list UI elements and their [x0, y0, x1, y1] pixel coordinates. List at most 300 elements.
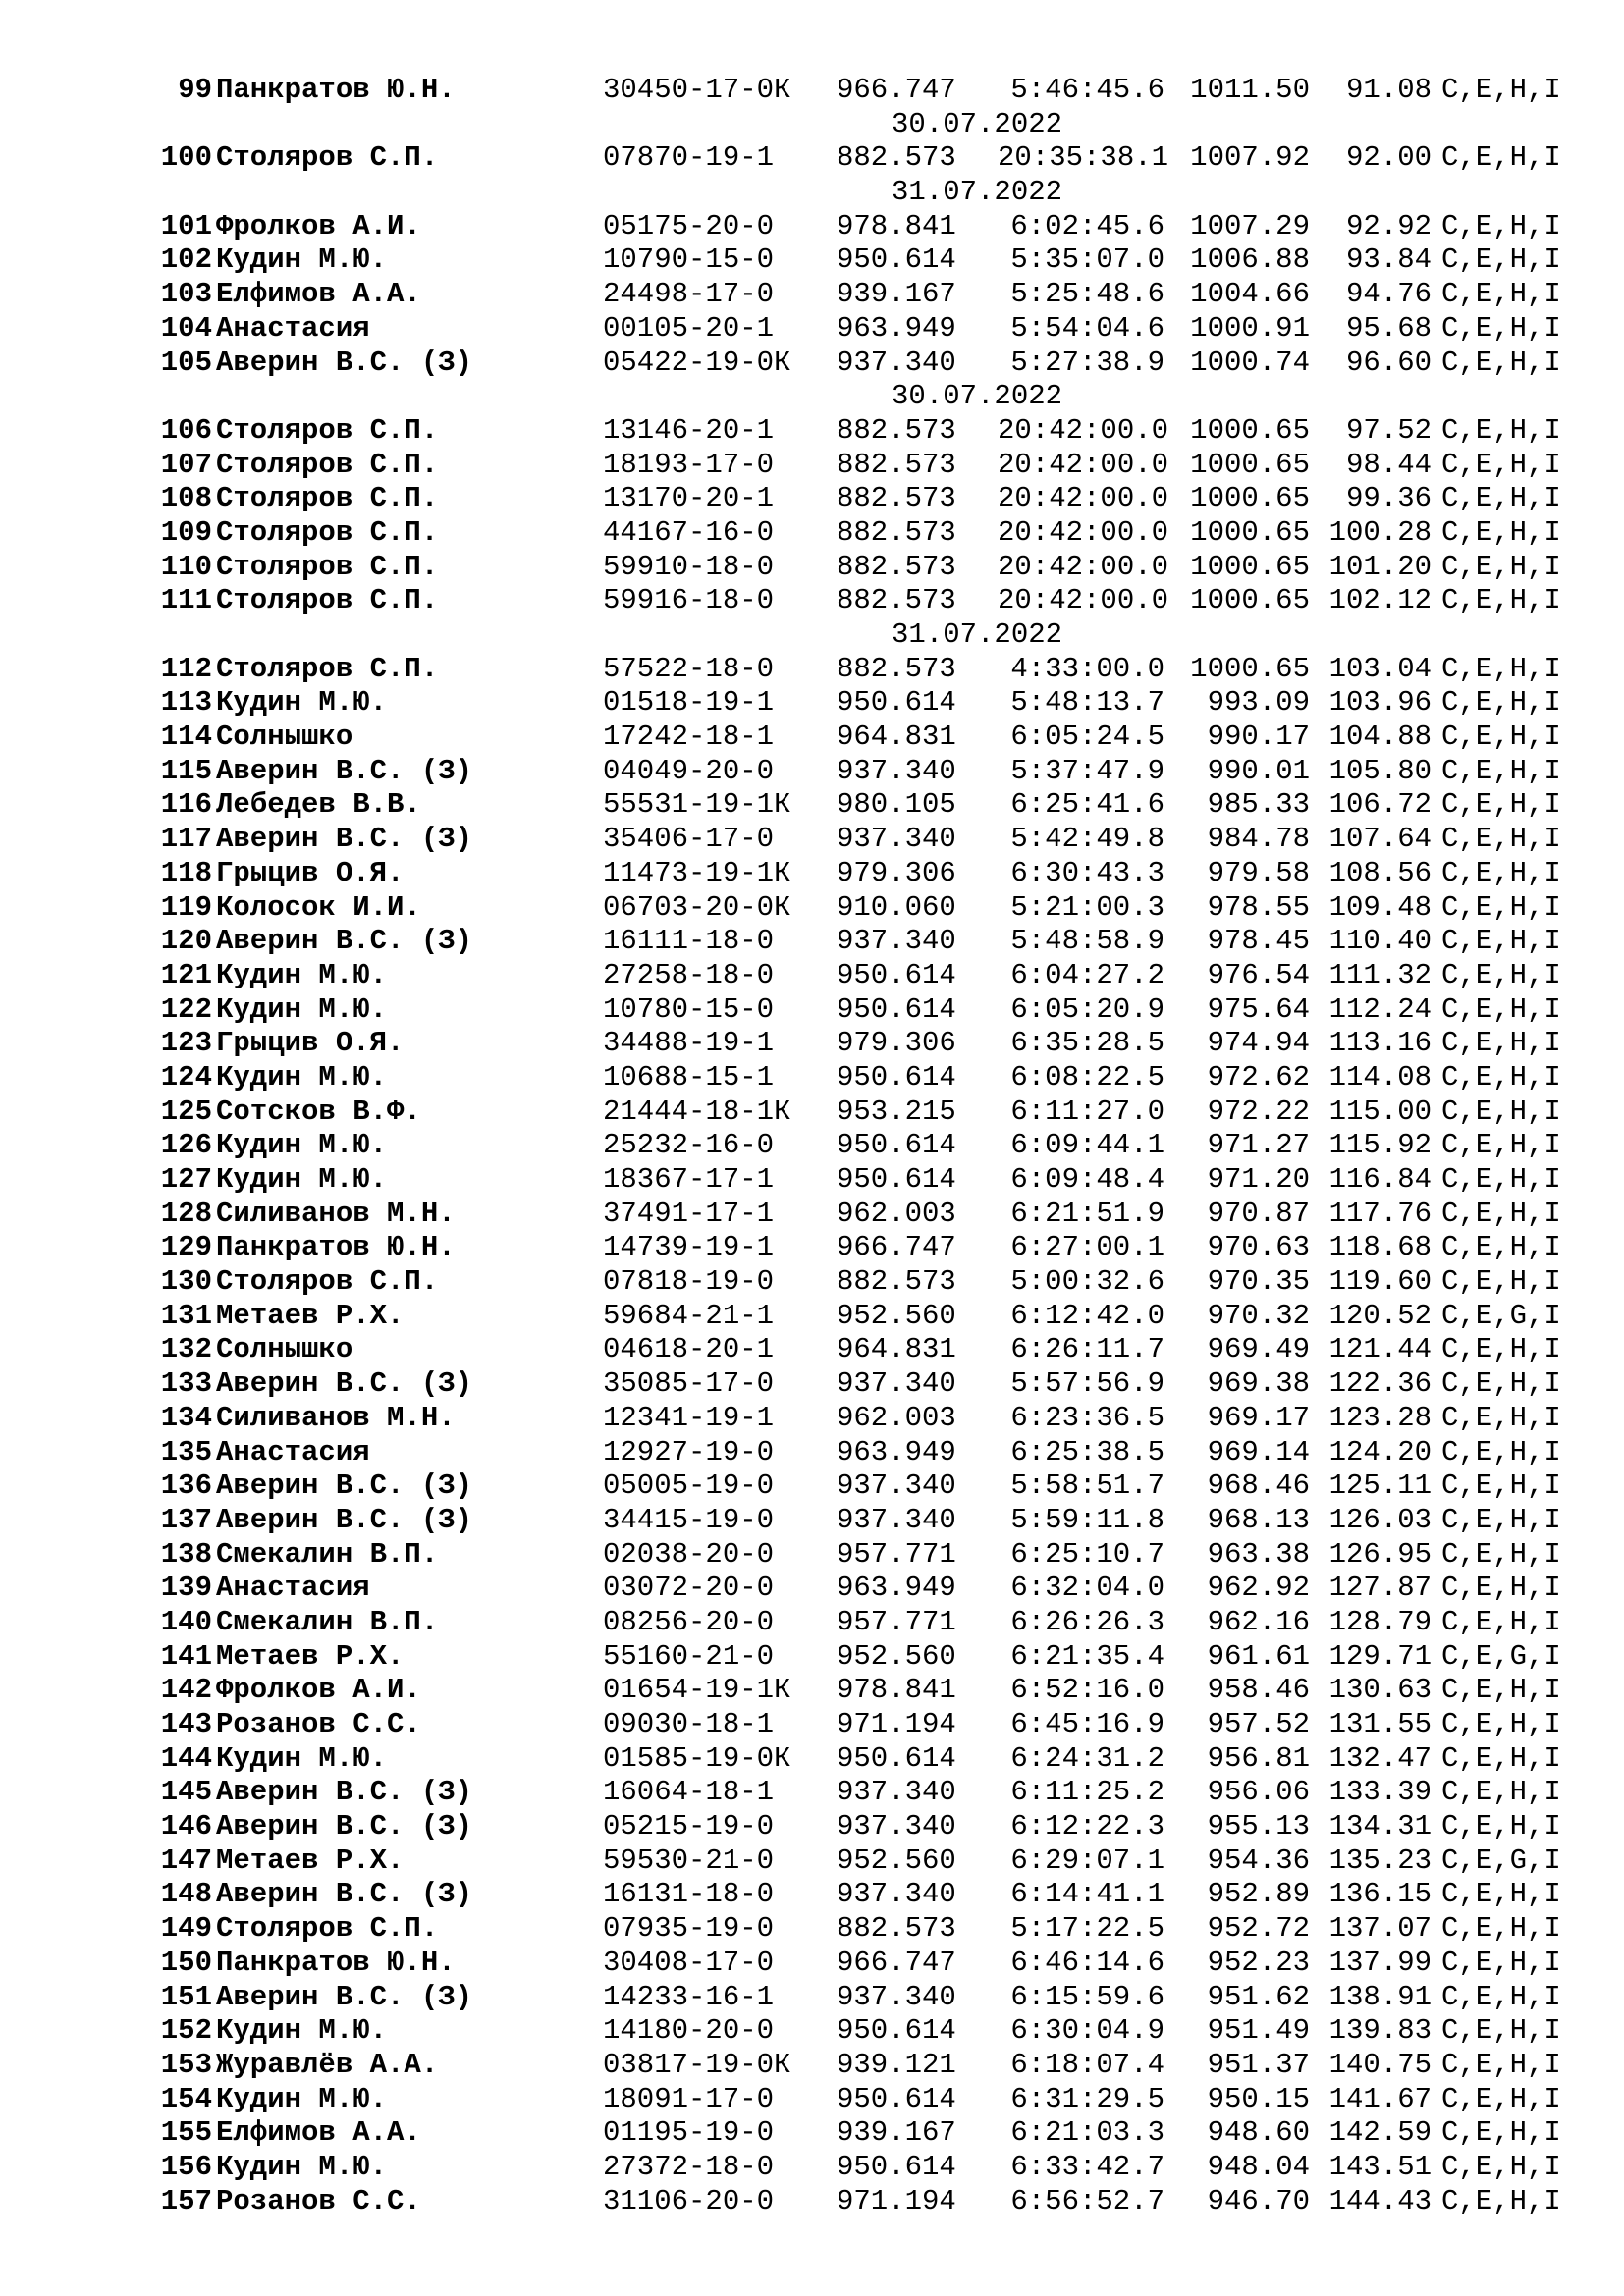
- fancier-name: Аверин В.С. (З): [216, 1503, 473, 1536]
- fancier-name: Кудин М.Ю.: [216, 2082, 388, 2115]
- table-row: [0, 1674, 1624, 1708]
- speed: 946.70: [1207, 2184, 1310, 2217]
- arrival-time: 5:17:22.5: [1010, 1912, 1164, 1946]
- position-number: 124: [160, 1060, 212, 1094]
- fancier-name: Столяров С.П.: [216, 141, 439, 175]
- table-row: [0, 1878, 1624, 1912]
- points: 120.52: [1328, 1299, 1432, 1332]
- position-number: 147: [160, 1843, 212, 1877]
- points: 111.32: [1328, 958, 1432, 991]
- table-row: [0, 686, 1624, 721]
- position-number: 109: [160, 515, 212, 549]
- points: 108.56: [1328, 856, 1432, 889]
- categories: C,E,H,I: [1441, 1095, 1561, 1128]
- ring-number: 14739-19-1: [603, 1231, 775, 1264]
- speed: 951.62: [1207, 1980, 1310, 2013]
- table-row: [0, 482, 1624, 516]
- categories: C,E,H,I: [1441, 346, 1561, 379]
- distance: 882.573: [837, 141, 956, 175]
- position-number: 122: [160, 992, 212, 1026]
- fancier-name: Метаев Р.Х.: [216, 1639, 405, 1673]
- position-number: 99: [178, 74, 212, 106]
- arrival-time: 6:23:36.5: [1010, 1401, 1164, 1434]
- arrival-time: 6:25:41.6: [1010, 788, 1164, 822]
- table-row: [0, 823, 1624, 857]
- speed: 970.63: [1207, 1231, 1310, 1264]
- fancier-name: Кудин М.Ю.: [216, 992, 388, 1026]
- speed: 1007.29: [1190, 209, 1310, 242]
- table-row: [0, 141, 1624, 176]
- arrival-time: 6:26:26.3: [1010, 1605, 1164, 1638]
- arrival-time: 20:42:00.0: [998, 550, 1169, 583]
- distance: 882.573: [837, 584, 956, 617]
- distance: 957.771: [837, 1605, 956, 1638]
- ring-number: 57522-18-0: [603, 652, 775, 685]
- speed: 1000.65: [1190, 482, 1310, 515]
- fancier-name: Столяров С.П.: [216, 1265, 439, 1299]
- speed: 952.89: [1207, 1878, 1310, 1911]
- position-number: 117: [160, 823, 212, 856]
- fancier-name: Столяров С.П.: [216, 413, 439, 447]
- ring-number: 25232-16-0: [603, 1129, 775, 1162]
- fancier-name: Столяров С.П.: [216, 652, 439, 685]
- speed: 979.58: [1207, 856, 1310, 889]
- distance: 939.121: [837, 2048, 956, 2081]
- fancier-name: Елфимов А.А.: [216, 2116, 421, 2150]
- table-row: [0, 2014, 1624, 2049]
- position-number: 101: [160, 209, 212, 242]
- points: 136.15: [1328, 1878, 1432, 1911]
- position-number: 156: [160, 2150, 212, 2183]
- arrival-time: 6:52:16.0: [1010, 1674, 1164, 1707]
- distance: 937.340: [837, 754, 956, 787]
- table-row: [0, 414, 1624, 449]
- speed: 971.20: [1207, 1163, 1310, 1196]
- categories: C,E,H,I: [1441, 1129, 1561, 1162]
- results-table: [0, 74, 1624, 2218]
- fancier-name: Аверин В.С. (З): [216, 823, 473, 856]
- position-number: 139: [160, 1572, 212, 1605]
- points: 100.28: [1328, 515, 1432, 549]
- table-row: [0, 1947, 1624, 1981]
- points: 115.00: [1328, 1095, 1432, 1128]
- ring-number: 59684-21-1: [603, 1299, 775, 1332]
- fancier-name: Силиванов М.Н.: [216, 1197, 456, 1230]
- ring-number: 59530-21-0: [603, 1843, 775, 1877]
- position-number: 104: [160, 311, 212, 345]
- fancier-name: Столяров С.П.: [216, 482, 439, 515]
- speed: 956.81: [1207, 1741, 1310, 1775]
- fancier-name: Кудин М.Ю.: [216, 958, 388, 991]
- points: 112.24: [1328, 992, 1432, 1026]
- ring-number: 05422-19-0К: [603, 346, 791, 379]
- categories: C,E,H,I: [1441, 1503, 1561, 1536]
- speed: 972.62: [1207, 1060, 1310, 1094]
- position-number: 100: [160, 141, 212, 175]
- position-number: 121: [160, 958, 212, 991]
- points: 99.36: [1345, 482, 1432, 515]
- distance: 937.340: [837, 346, 956, 379]
- ring-number: 59916-18-0: [603, 584, 775, 617]
- table-row: [0, 857, 1624, 891]
- points: 121.44: [1328, 1333, 1432, 1366]
- speed: 948.60: [1207, 2116, 1310, 2150]
- fancier-name: Кудин М.Ю.: [216, 2150, 388, 2183]
- categories: C,E,H,I: [1441, 1572, 1561, 1605]
- distance: 971.194: [837, 2184, 956, 2217]
- table-row: [0, 2049, 1624, 2083]
- fancier-name: Аверин В.С. (З): [216, 1878, 473, 1911]
- position-number: 134: [160, 1401, 212, 1434]
- fancier-name: Солнышко: [216, 1333, 353, 1366]
- arrival-time: 6:02:45.6: [1010, 209, 1164, 242]
- speed: 993.09: [1207, 686, 1310, 720]
- speed: 970.35: [1207, 1265, 1310, 1299]
- distance: 971.194: [837, 1708, 956, 1740]
- ring-number: 16064-18-1: [603, 1776, 775, 1809]
- position-number: 142: [160, 1674, 212, 1707]
- position-number: 111: [160, 584, 212, 617]
- table-row: [0, 755, 1624, 789]
- table-row: [0, 2185, 1624, 2219]
- categories: C,E,H,I: [1441, 2184, 1561, 2217]
- table-row: [0, 516, 1624, 551]
- arrival-time: 6:21:35.4: [1010, 1639, 1164, 1673]
- speed: 975.64: [1207, 992, 1310, 1026]
- points: 96.60: [1345, 346, 1432, 379]
- arrival-time: 5:21:00.3: [1010, 890, 1164, 924]
- date-separator: [0, 176, 1624, 210]
- table-row: [0, 312, 1624, 347]
- fancier-name: Анастасия: [216, 311, 370, 345]
- position-number: 103: [160, 278, 212, 311]
- categories: C,E,H,I: [1441, 754, 1561, 787]
- categories: C,E,H,I: [1441, 1469, 1561, 1503]
- points: 94.76: [1345, 278, 1432, 311]
- ring-number: 07818-19-0: [603, 1265, 775, 1299]
- distance: 882.573: [837, 1912, 956, 1946]
- ring-number: 03072-20-0: [603, 1572, 775, 1605]
- arrival-time: 6:25:38.5: [1010, 1435, 1164, 1468]
- fancier-name: Столяров С.П.: [216, 515, 439, 549]
- position-number: 116: [160, 788, 212, 822]
- arrival-time: 6:30:43.3: [1010, 856, 1164, 889]
- distance: 937.340: [837, 925, 956, 958]
- speed: 1000.65: [1190, 515, 1310, 549]
- position-number: 113: [160, 686, 212, 720]
- fancier-name: Аверин В.С. (З): [216, 1469, 473, 1503]
- arrival-time: 6:21:03.3: [1010, 2116, 1164, 2150]
- fancier-name: Аверин В.С. (З): [216, 1810, 473, 1843]
- categories: C,E,H,I: [1441, 1776, 1561, 1809]
- points: 144.43: [1328, 2184, 1432, 2217]
- points: 92.00: [1345, 141, 1432, 175]
- fancier-name: Аверин В.С. (З): [216, 346, 473, 379]
- position-number: 112: [160, 652, 212, 685]
- points: 126.03: [1328, 1503, 1432, 1536]
- categories: C,E,H,I: [1441, 1060, 1561, 1094]
- fancier-name: Кудин М.Ю.: [216, 2014, 388, 2048]
- fancier-name: Кудин М.Ю.: [216, 1129, 388, 1162]
- table-row: [0, 925, 1624, 959]
- arrival-time: 6:05:20.9: [1010, 992, 1164, 1026]
- ring-number: 35406-17-0: [603, 823, 775, 856]
- distance: 939.167: [837, 2116, 956, 2150]
- points: 97.52: [1345, 413, 1432, 447]
- distance: 937.340: [837, 1878, 956, 1911]
- ring-number: 04049-20-0: [603, 754, 775, 787]
- position-number: 131: [160, 1299, 212, 1332]
- table-row: [0, 1333, 1624, 1367]
- categories: C,E,H,I: [1441, 823, 1561, 856]
- points: 143.51: [1328, 2150, 1432, 2183]
- distance: 950.614: [837, 1060, 956, 1094]
- distance: 966.747: [837, 1946, 956, 1979]
- categories: C,E,H,I: [1441, 925, 1561, 958]
- distance: 937.340: [837, 1810, 956, 1843]
- fancier-name: Аверин В.С. (З): [216, 1367, 473, 1401]
- points: 139.83: [1328, 2014, 1432, 2048]
- arrival-time: 5:35:07.0: [1010, 243, 1164, 277]
- points: 125.11: [1328, 1469, 1432, 1503]
- fancier-name: Кудин М.Ю.: [216, 686, 388, 720]
- distance: 980.105: [837, 788, 956, 822]
- speed: 969.14: [1207, 1435, 1310, 1468]
- points: 91.08: [1345, 74, 1432, 106]
- date-label: 30.07.2022: [892, 380, 1063, 413]
- speed: 974.94: [1207, 1027, 1310, 1060]
- arrival-time: 5:54:04.6: [1010, 311, 1164, 345]
- table-row: [0, 1163, 1624, 1198]
- distance: 978.841: [837, 209, 956, 242]
- fancier-name: Столяров С.П.: [216, 1912, 439, 1946]
- points: 106.72: [1328, 788, 1432, 822]
- fancier-name: Панкратов Ю.Н.: [216, 74, 456, 106]
- distance: 937.340: [837, 1367, 956, 1401]
- ring-number: 05005-19-0: [603, 1469, 775, 1503]
- ring-number: 34415-19-0: [603, 1503, 775, 1536]
- position-number: 137: [160, 1503, 212, 1536]
- distance: 963.949: [837, 1572, 956, 1605]
- categories: C,E,H,I: [1441, 243, 1561, 277]
- distance: 963.949: [837, 311, 956, 345]
- categories: C,E,H,I: [1441, 2116, 1561, 2150]
- date-label: 31.07.2022: [892, 618, 1063, 651]
- categories: C,E,H,I: [1441, 1810, 1561, 1843]
- distance: 939.167: [837, 278, 956, 311]
- ring-number: 30408-17-0: [603, 1946, 775, 1979]
- distance: 963.949: [837, 1435, 956, 1468]
- fancier-name: Кудин М.Ю.: [216, 1163, 388, 1196]
- ring-number: 44167-16-0: [603, 515, 775, 549]
- points: 102.12: [1328, 584, 1432, 617]
- categories: C,E,H,I: [1441, 1708, 1561, 1740]
- arrival-time: 20:42:00.0: [998, 482, 1169, 515]
- position-number: 102: [160, 243, 212, 277]
- arrival-time: 5:25:48.6: [1010, 278, 1164, 311]
- position-number: 128: [160, 1197, 212, 1230]
- date-separator: [0, 380, 1624, 414]
- speed: 948.04: [1207, 2150, 1310, 2183]
- categories: C,E,H,I: [1441, 1163, 1561, 1196]
- arrival-time: 6:12:22.3: [1010, 1810, 1164, 1843]
- speed: 951.49: [1207, 2014, 1310, 2048]
- categories: C,E,H,I: [1441, 652, 1561, 685]
- arrival-time: 6:14:41.1: [1010, 1878, 1164, 1911]
- table-row: [0, 74, 1624, 108]
- points: 132.47: [1328, 1741, 1432, 1775]
- date-label: 30.07.2022: [892, 107, 1063, 140]
- ring-number: 18091-17-0: [603, 2082, 775, 2115]
- points: 141.67: [1328, 2082, 1432, 2115]
- categories: C,E,H,I: [1441, 788, 1561, 822]
- arrival-time: 6:05:24.5: [1010, 721, 1164, 754]
- arrival-time: 6:25:10.7: [1010, 1537, 1164, 1571]
- table-row: [0, 1538, 1624, 1573]
- categories: C,E,H,I: [1441, 2048, 1561, 2081]
- arrival-time: 6:18:07.4: [1010, 2048, 1164, 2081]
- arrival-time: 6:26:11.7: [1010, 1333, 1164, 1366]
- categories: C,E,H,I: [1441, 2014, 1561, 2048]
- fancier-name: Анастасия: [216, 1572, 370, 1605]
- arrival-time: 20:42:00.0: [998, 515, 1169, 549]
- date-separator: [0, 618, 1624, 653]
- speed: 1000.65: [1190, 413, 1310, 447]
- categories: C,E,H,I: [1441, 1878, 1561, 1911]
- fancier-name: Метаев Р.Х.: [216, 1299, 405, 1332]
- categories: C,E,H,I: [1441, 482, 1561, 515]
- position-number: 151: [160, 1980, 212, 2013]
- categories: C,E,H,I: [1441, 1197, 1561, 1230]
- arrival-time: 6:24:31.2: [1010, 1741, 1164, 1775]
- distance: 950.614: [837, 958, 956, 991]
- points: 98.44: [1345, 448, 1432, 481]
- points: 115.92: [1328, 1129, 1432, 1162]
- position-number: 106: [160, 413, 212, 447]
- position-number: 143: [160, 1708, 212, 1740]
- fancier-name: Метаев Р.Х.: [216, 1843, 405, 1877]
- speed: 1000.65: [1190, 448, 1310, 481]
- position-number: 119: [160, 890, 212, 924]
- table-row: [0, 1265, 1624, 1300]
- table-row: [0, 1776, 1624, 1810]
- arrival-time: 5:59:11.8: [1010, 1503, 1164, 1536]
- table-row: [0, 210, 1624, 244]
- ring-number: 02038-20-0: [603, 1537, 775, 1571]
- fancier-name: Лебедев В.В.: [216, 788, 421, 822]
- speed: 962.92: [1207, 1572, 1310, 1605]
- fancier-name: Панкратов Ю.Н.: [216, 1946, 456, 1979]
- table-row: [0, 1027, 1624, 1061]
- position-number: 155: [160, 2116, 212, 2150]
- speed: 961.61: [1207, 1639, 1310, 1673]
- ring-number: 07870-19-1: [603, 141, 775, 175]
- categories: C,E,H,I: [1441, 550, 1561, 583]
- fancier-name: Розанов С.С.: [216, 2184, 421, 2217]
- distance: 950.614: [837, 2082, 956, 2115]
- fancier-name: Смекалин В.П.: [216, 1537, 439, 1571]
- arrival-time: 6:27:00.1: [1010, 1231, 1164, 1264]
- position-number: 126: [160, 1129, 212, 1162]
- points: 110.40: [1328, 925, 1432, 958]
- categories: C,E,H,I: [1441, 1980, 1561, 2013]
- position-number: 145: [160, 1776, 212, 1809]
- arrival-time: 5:58:51.7: [1010, 1469, 1164, 1503]
- arrival-time: 6:35:28.5: [1010, 1027, 1164, 1060]
- speed: 968.13: [1207, 1503, 1310, 1536]
- fancier-name: Аверин В.С. (З): [216, 754, 473, 787]
- categories: C,E,G,I: [1441, 1639, 1561, 1673]
- table-row: [0, 1469, 1624, 1504]
- categories: C,E,H,I: [1441, 1912, 1561, 1946]
- table-row: [0, 1606, 1624, 1640]
- arrival-time: 20:35:38.1: [998, 141, 1169, 175]
- fancier-name: Столяров С.П.: [216, 550, 439, 583]
- points: 105.80: [1328, 754, 1432, 787]
- date-separator: [0, 108, 1624, 142]
- categories: C,E,G,I: [1441, 1843, 1561, 1877]
- categories: C,E,H,I: [1441, 2082, 1561, 2115]
- table-row: [0, 1742, 1624, 1777]
- ring-number: 07935-19-0: [603, 1912, 775, 1946]
- distance: 882.573: [837, 515, 956, 549]
- distance: 937.340: [837, 1776, 956, 1809]
- points: 129.71: [1328, 1639, 1432, 1673]
- fancier-name: Кудин М.Ю.: [216, 1741, 388, 1775]
- speed: 958.46: [1207, 1674, 1310, 1707]
- arrival-time: 6:45:16.9: [1010, 1708, 1164, 1740]
- categories: C,E,H,I: [1441, 992, 1561, 1026]
- distance: 957.771: [837, 1537, 956, 1571]
- points: 135.23: [1328, 1843, 1432, 1877]
- table-row: [0, 1198, 1624, 1232]
- categories: C,E,H,I: [1441, 278, 1561, 311]
- arrival-time: 5:57:56.9: [1010, 1367, 1164, 1401]
- position-number: 140: [160, 1605, 212, 1638]
- fancier-name: Аверин В.С. (З): [216, 925, 473, 958]
- arrival-time: 6:29:07.1: [1010, 1843, 1164, 1877]
- ring-number: 14233-16-1: [603, 1980, 775, 2013]
- categories: C,E,H,I: [1441, 1741, 1561, 1775]
- speed: 950.15: [1207, 2082, 1310, 2115]
- table-row: [0, 1129, 1624, 1163]
- table-row: [0, 788, 1624, 823]
- ring-number: 24498-17-0: [603, 278, 775, 311]
- fancier-name: Колосок И.И.: [216, 890, 421, 924]
- distance: 953.215: [837, 1095, 956, 1128]
- table-row: [0, 449, 1624, 483]
- categories: C,E,H,I: [1441, 1367, 1561, 1401]
- categories: C,E,G,I: [1441, 1299, 1561, 1332]
- distance: 937.340: [837, 823, 956, 856]
- ring-number: 16131-18-0: [603, 1878, 775, 1911]
- ring-number: 21444-18-1К: [603, 1095, 791, 1128]
- categories: C,E,H,I: [1441, 1401, 1561, 1434]
- speed: 1004.66: [1190, 278, 1310, 311]
- ring-number: 09030-18-1: [603, 1708, 775, 1740]
- points: 103.04: [1328, 652, 1432, 685]
- position-number: 144: [160, 1741, 212, 1775]
- ring-number: 17242-18-1: [603, 721, 775, 754]
- points: 131.55: [1328, 1708, 1432, 1740]
- position-number: 149: [160, 1912, 212, 1946]
- fancier-name: Розанов С.С.: [216, 1708, 421, 1740]
- position-number: 135: [160, 1435, 212, 1468]
- table-row: [0, 1572, 1624, 1606]
- position-number: 127: [160, 1163, 212, 1196]
- position-number: 138: [160, 1537, 212, 1571]
- table-row: [0, 1095, 1624, 1130]
